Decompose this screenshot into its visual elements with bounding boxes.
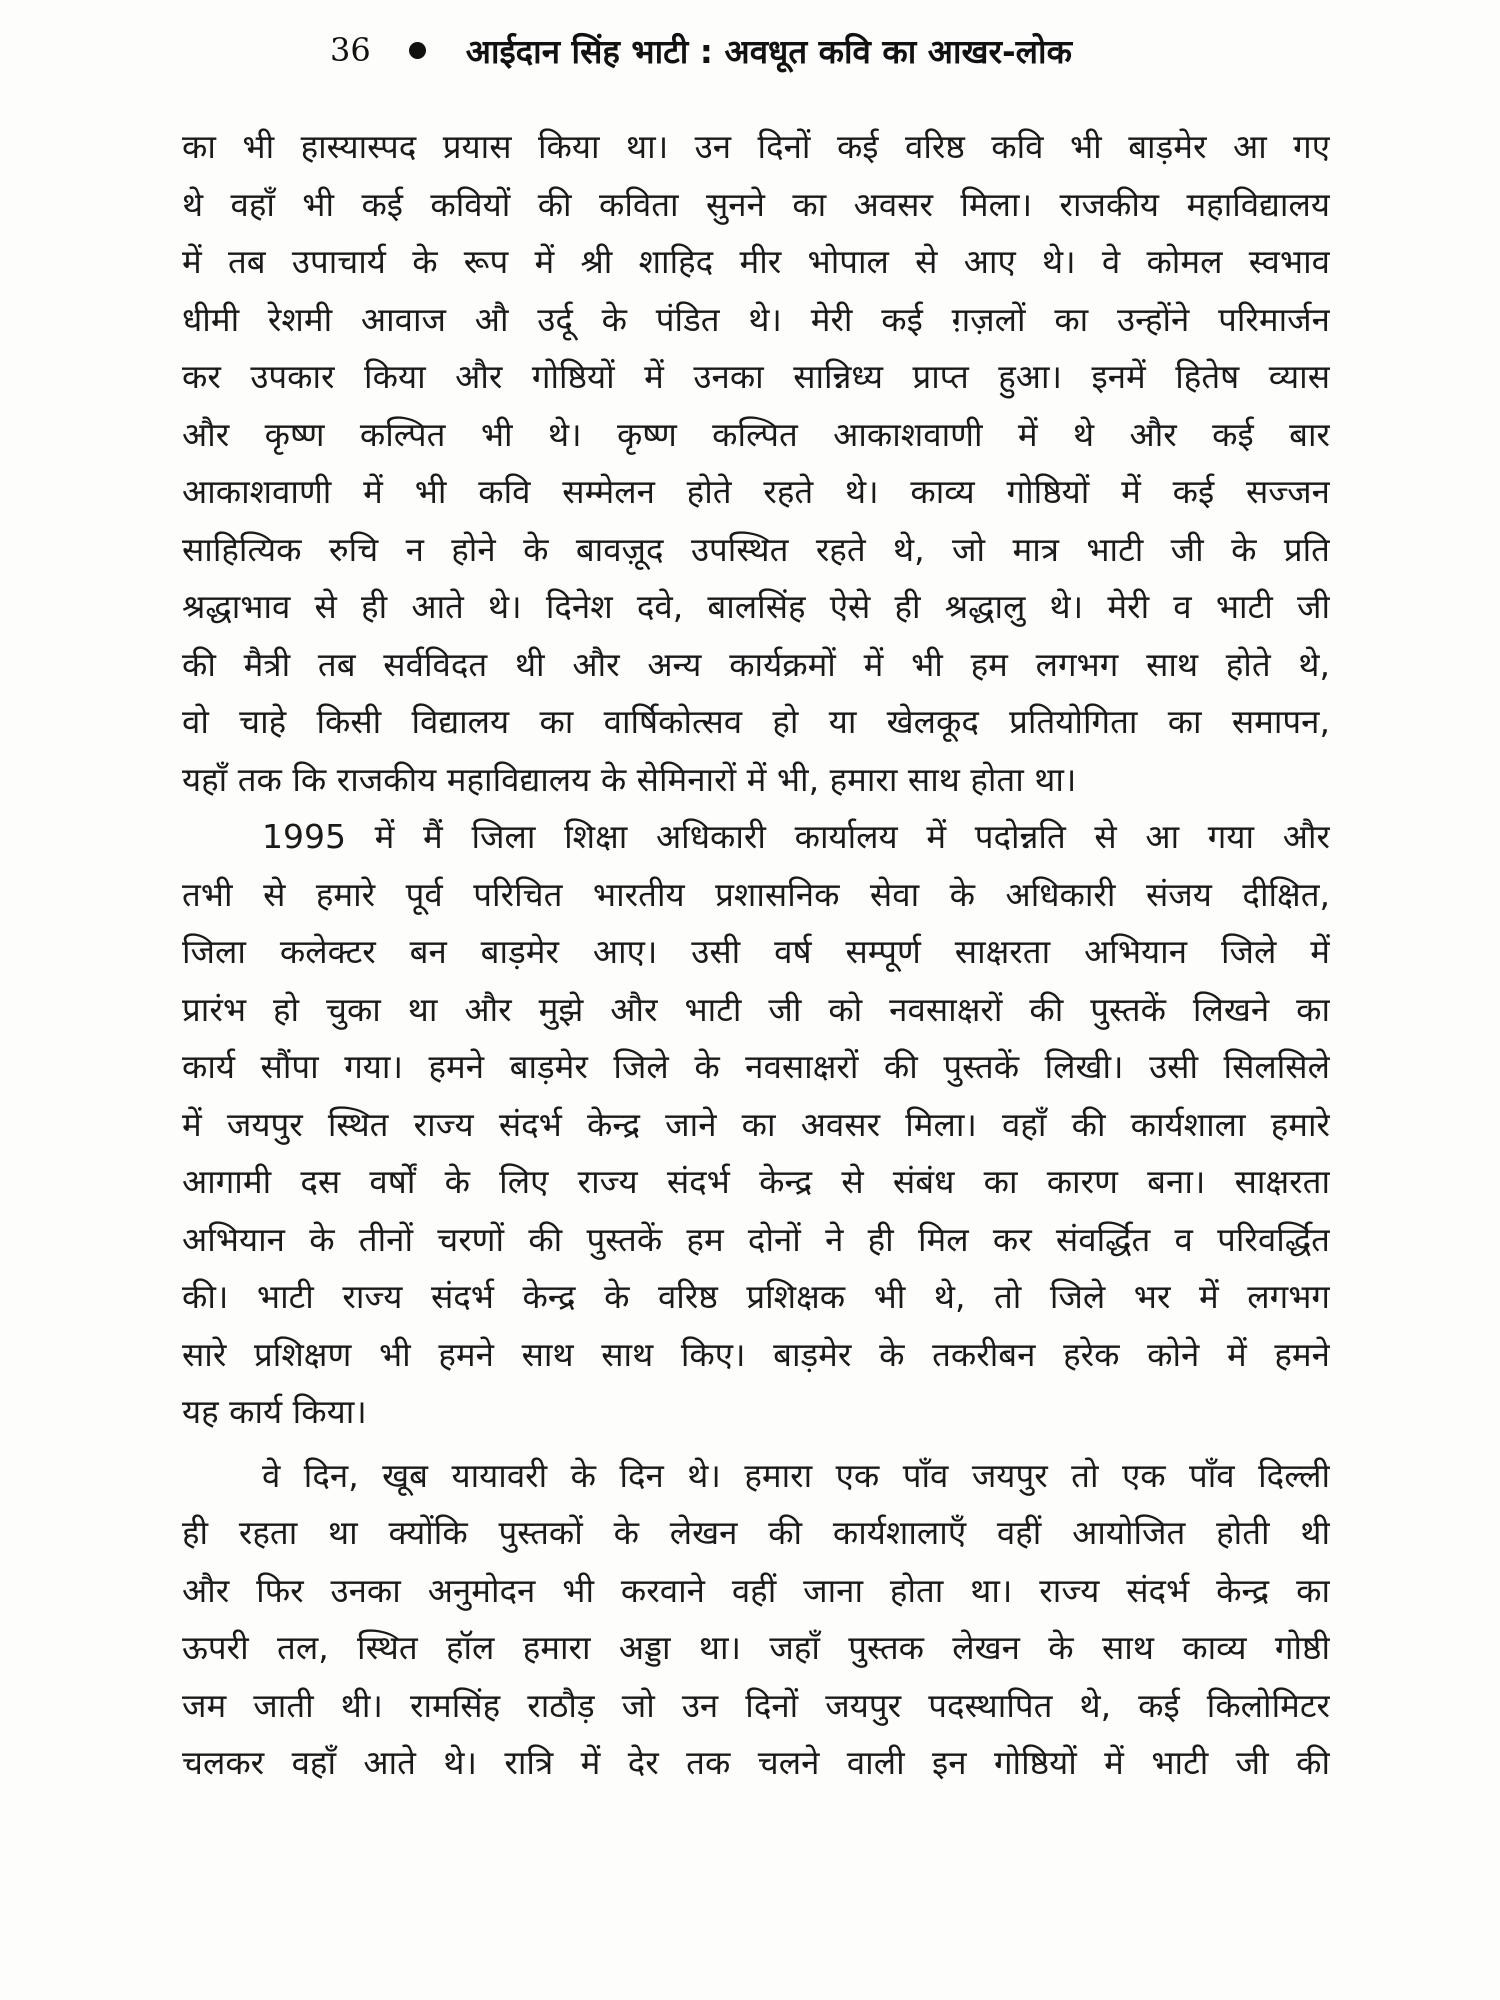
- text-line: का भी हास्यास्पद प्रयास किया था। उन दिनों कई वरिष्ठ कवि भी बाड़मेर आ गए: [182, 127, 1330, 166]
- body-text: [182, 118, 1330, 1792]
- text-line: में तब उपाचार्य के रूप में श्री शाहिद मीर भोपाल से आए थे। वे कोमल स्वभाव: [182, 242, 1330, 281]
- text-line: साहित्यिक रुचि न होने के बावज़ूद उपस्थित रहते थे, जो मात्र भाटी जी के प्रति: [182, 529, 1330, 569]
- text-line: धीमी रेशमी आवाज औ उर्दू के पंडित थे। मेरी कई ग़ज़लों का उन्होंने परिमार्जन: [182, 299, 1330, 339]
- text-line: ही रहता था क्योंकि पुस्तकों के लेखन की कार्यशालाएँ वहीं आयोजित होती थी: [182, 1513, 1330, 1552]
- running-header: [330, 28, 1250, 72]
- text-line: वो चाहे किसी विद्यालय का वार्षिकोत्सव हो या खेलकूद प्रतियोगिता का समापन,: [182, 702, 1330, 741]
- page-number: 36: [330, 31, 371, 69]
- text-line: जम जाती थी। रामसिंह राठौड़ जो उन दिनों जयपुर पदस्थापित थे, कई किलोमिटर: [182, 1685, 1330, 1725]
- text-line: ऊपरी तल, स्थित हॉल हमारा अड्डा था। जहाँ पुस्तक लेखन के साथ काव्य गोष्ठी: [182, 1628, 1330, 1667]
- text-line: और कृष्ण कल्पित भी थे। कृष्ण कल्पित आकाशवाणी में थे और कई बार: [182, 414, 1330, 454]
- text-line: आगामी दस वर्षों के लिए राज्य संदर्भ केन्द्र से संबंध का कारण बना। साक्षरता: [182, 1162, 1330, 1201]
- bullet-separator-icon: [409, 42, 426, 59]
- text-line: सारे प्रशिक्षण भी हमने साथ साथ किए। बाड़मेर के तकरीबन हरेक कोने में हमने: [182, 1334, 1330, 1374]
- text-line: प्रारंभ हो चुका था और मुझे और भाटी जी को नवसाक्षरों की पुस्तकें लिखने का: [182, 989, 1330, 1029]
- text-line: थे वहाँ भी कई कवियों की कविता सुनने का अवसर मिला। राजकीय महाविद्यालय: [182, 184, 1330, 224]
- text-line: तभी से हमारे पूर्व परिचित भारतीय प्रशासनिक सेवा के अधिकारी संजय दीक्षित,: [182, 874, 1330, 914]
- text-line: कार्य सौंपा गया। हमने बाड़मेर जिले के नवसाक्षरों की पुस्तकें लिखी। उसी सिलसिले: [182, 1047, 1330, 1086]
- text-line: अभियान के तीनों चरणों की पुस्तकें हम दोनों ने ही मिल कर संवर्द्धित व परिवर्द्धित: [182, 1219, 1330, 1259]
- text-line: में जयपुर स्थित राज्य संदर्भ केन्द्र जाने का अवसर मिला। वहाँ की कार्यशाला हमारे: [182, 1104, 1330, 1144]
- text-line: श्रद्धाभाव से ही आते थे। दिनेश दवे, बालसिंह ऐसे ही श्रद्धालु थे। मेरी व भाटी जी: [182, 587, 1330, 626]
- text-line: की मैत्री तब सर्वविदत थी और अन्य कार्यक्रमों में भी हम लगभग साथ होते थे,: [182, 644, 1330, 684]
- text-line: यहाँ तक कि राजकीय महाविद्यालय के सेमिनारों में भी, हमारा साथ होता था।: [182, 759, 1077, 799]
- text-line: वे दिन, खूब यायावरी के दिन थे। हमारा एक पाँव जयपुर तो एक पाँव दिल्ली: [262, 1455, 1330, 1495]
- text-line: चलकर वहाँ आते थे। रात्रि में देर तक चलने वाली इन गोष्ठियों में भाटी जी की: [182, 1743, 1330, 1782]
- text-line: की। भाटी राज्य संदर्भ केन्द्र के वरिष्ठ प्रशिक्षक भी थे, तो जिले भर में लगभग: [182, 1277, 1330, 1316]
- text-line: कर उपकार किया और गोष्ठियों में उनका सान्निध्य प्राप्त हुआ। इनमें हितेष व्यास: [182, 357, 1330, 396]
- text-line: जिला कलेक्टर बन बाड़मेर आए। उसी वर्ष सम्पूर्ण साक्षरता अभियान जिले में: [182, 932, 1330, 971]
- text-line: और फिर उनका अनुमोदन भी करवाने वहीं जाना होता था। राज्य संदर्भ केन्द्र का: [182, 1570, 1330, 1610]
- text-line: 1995 में मैं जिला शिक्षा अधिकारी कार्यालय में पदोन्नति से आ गया और: [262, 817, 1330, 856]
- text-line: यह कार्य किया।: [182, 1392, 367, 1431]
- book-title: आईदान सिंह भाटी : अवधूत कवि का आखर-लोक: [465, 31, 1072, 71]
- text-line: आकाशवाणी में भी कवि सम्मेलन होते रहते थे। काव्य गोष्ठियों में कई सज्जन: [182, 472, 1330, 511]
